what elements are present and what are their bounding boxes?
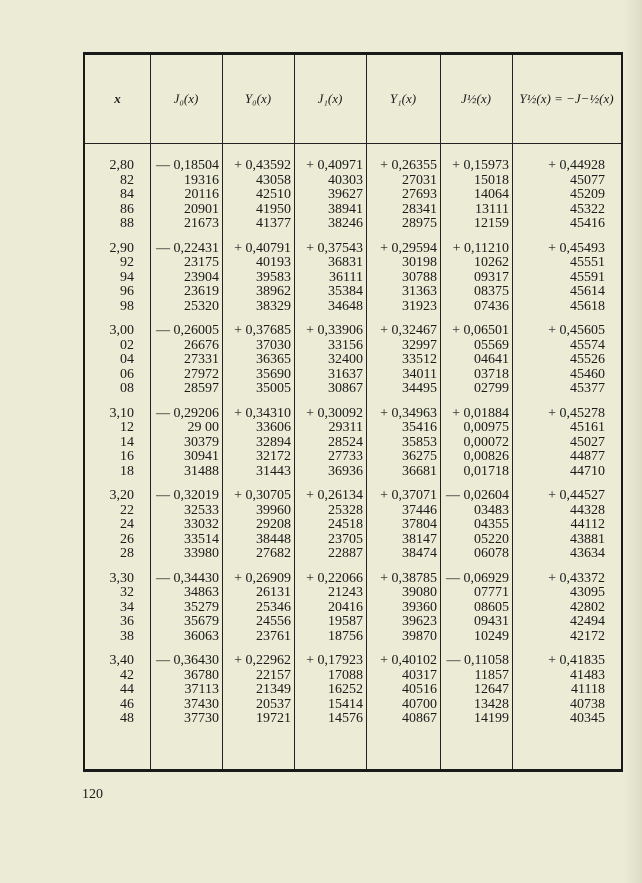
- table-row: [85, 256, 621, 271]
- header-y-half: Y½(x) = −J−½(x): [519, 91, 614, 106]
- cell-j-half: 09431: [474, 614, 509, 630]
- cell-x: 02: [120, 337, 134, 353]
- cell-j-half: 0,01718: [463, 463, 509, 479]
- cell-y-half: + 0,44527: [548, 488, 605, 503]
- cell-j0: 37730: [184, 711, 219, 727]
- header-j-half: J½(x): [461, 91, 491, 106]
- cell-y-half: 45591: [570, 269, 605, 285]
- cell-y1: + 0,38785: [380, 570, 437, 586]
- table-row: [85, 217, 621, 232]
- cell-j1: 38941: [328, 201, 363, 217]
- cell-j1: 21243: [328, 585, 363, 601]
- cell-y1: + 0,34963: [380, 405, 437, 421]
- table-row: [85, 203, 621, 218]
- cell-j-half: 15018: [474, 172, 509, 188]
- cell-x: 46: [120, 696, 134, 712]
- table-row: [85, 324, 621, 339]
- cell-j-half: 08375: [474, 284, 509, 300]
- cell-j-half: 02799: [474, 381, 509, 397]
- cell-j0: 34863: [184, 585, 219, 601]
- cell-x: 08: [120, 381, 134, 397]
- cell-x: 94: [120, 269, 134, 285]
- cell-j-half: — 0,02604: [446, 488, 509, 503]
- cell-y0: + 0,30705: [234, 488, 291, 503]
- cell-j-half: + 0,06501: [452, 323, 509, 338]
- table-row: [85, 654, 621, 669]
- cell-y1: 30788: [402, 269, 437, 285]
- table-row: [85, 159, 621, 174]
- cell-y0: 26131: [256, 585, 291, 601]
- cell-j1: 27733: [328, 449, 363, 465]
- cell-x: 36: [120, 614, 134, 630]
- page-number: 120: [82, 787, 103, 802]
- cell-x: 88: [120, 216, 134, 232]
- cell-y1: + 0,32467: [380, 323, 437, 338]
- cell-j0: 26676: [184, 337, 219, 353]
- table-row: [85, 572, 621, 587]
- cell-j-half: 0,00072: [463, 434, 509, 450]
- cell-y0: 40193: [256, 255, 291, 271]
- cell-j1: 30867: [328, 381, 363, 397]
- cell-j0: 33980: [184, 546, 219, 562]
- cell-y0: 19721: [256, 711, 291, 727]
- cell-j0: 35279: [184, 599, 219, 615]
- cell-y-half: + 0,41835: [548, 653, 605, 668]
- cell-j-half: 0,00826: [463, 449, 509, 465]
- cell-y0: 33606: [256, 420, 291, 436]
- cell-j0: 36780: [184, 667, 219, 683]
- cell-y-half: 45618: [570, 298, 605, 314]
- header-x: x: [114, 91, 121, 106]
- cell-y1: 38474: [402, 546, 437, 562]
- cell-j0: 23904: [184, 269, 219, 285]
- cell-j1: + 0,33906: [306, 323, 363, 338]
- table-row: [85, 601, 621, 616]
- header-separator: [85, 143, 621, 144]
- cell-x: 32: [120, 585, 134, 601]
- cell-j-half: + 0,11210: [452, 240, 509, 256]
- cell-y-half: 45551: [570, 255, 605, 271]
- cell-y-half: 45416: [570, 216, 605, 232]
- cell-j-half: 07436: [474, 298, 509, 314]
- cell-y0: 32172: [256, 449, 291, 465]
- cell-j0: 27972: [184, 366, 219, 382]
- cell-y-half: 44112: [570, 517, 605, 533]
- bessel-function-table: [83, 52, 623, 772]
- cell-y1: 30198: [402, 255, 437, 271]
- cell-j0: 21673: [184, 216, 219, 232]
- cell-y0: 38329: [256, 298, 291, 314]
- cell-y-half: 42494: [570, 614, 605, 630]
- cell-y1: 33512: [402, 352, 437, 368]
- cell-j-half: 07771: [474, 585, 509, 601]
- table-row: [85, 271, 621, 286]
- cell-y1: + 0,26355: [380, 158, 437, 173]
- cell-j1: 20416: [328, 599, 363, 615]
- cell-y1: 37446: [402, 502, 437, 518]
- cell-x: 3,20: [109, 488, 134, 503]
- table-row: [85, 300, 621, 315]
- cell-j0: — 0,32019: [156, 488, 219, 503]
- cell-j-half: + 0,15973: [452, 158, 509, 173]
- cell-y0: + 0,26909: [234, 570, 291, 586]
- table-row: [85, 339, 621, 354]
- cell-j1: 15414: [328, 696, 363, 712]
- cell-j1: 23705: [328, 531, 363, 547]
- cell-j1: 36831: [328, 255, 363, 271]
- cell-j-half: 03483: [474, 502, 509, 518]
- cell-y1: 40317: [402, 667, 437, 683]
- cell-j-half: 05569: [474, 337, 509, 353]
- cell-j0: 32533: [184, 502, 219, 518]
- cell-j0: 33032: [184, 517, 219, 533]
- cell-y0: 27682: [256, 546, 291, 562]
- table-row: [85, 368, 621, 383]
- cell-j-half: — 0,11058: [446, 653, 509, 668]
- cell-j1: 28524: [328, 434, 363, 450]
- cell-y1: 36681: [402, 463, 437, 479]
- cell-y1: + 0,40102: [380, 653, 437, 668]
- cell-j0: — 0,29206: [156, 405, 219, 421]
- cell-y0: 43058: [256, 172, 291, 188]
- table-row: [85, 407, 621, 422]
- cell-y-half: 44710: [570, 463, 605, 479]
- cell-y1: 38147: [402, 531, 437, 547]
- cell-y-half: + 0,45605: [548, 323, 605, 338]
- cell-j1: + 0,40971: [306, 158, 363, 173]
- cell-x: 04: [120, 352, 134, 368]
- cell-j1: 14576: [328, 711, 363, 727]
- cell-j0: 35679: [184, 614, 219, 630]
- cell-j1: 32400: [328, 352, 363, 368]
- cell-y-half: 40345: [570, 711, 605, 727]
- table-row: [85, 630, 621, 645]
- cell-x: 28: [120, 546, 134, 562]
- cell-j-half: 12159: [474, 216, 509, 232]
- cell-y0: 39960: [256, 502, 291, 518]
- table-row: [85, 615, 621, 630]
- cell-y-half: 43634: [570, 546, 605, 562]
- cell-x: 24: [120, 517, 134, 533]
- cell-y0: + 0,43592: [234, 158, 291, 173]
- cell-x: 44: [120, 682, 134, 698]
- cell-y-half: 45161: [570, 420, 605, 436]
- cell-j1: 36111: [329, 269, 363, 285]
- cell-y0: 25346: [256, 599, 291, 615]
- cell-x: 98: [120, 298, 134, 314]
- cell-y0: + 0,37685: [234, 323, 291, 338]
- cell-j-half: 09317: [474, 269, 509, 285]
- cell-j-half: 13111: [475, 201, 509, 217]
- cell-y1: 40700: [402, 696, 437, 712]
- cell-x: 16: [120, 449, 134, 465]
- cell-j0: 23619: [184, 284, 219, 300]
- cell-y-half: 44328: [570, 502, 605, 518]
- table-row: [85, 518, 621, 533]
- table-row: [85, 188, 621, 203]
- cell-j1: 31637: [328, 366, 363, 382]
- cell-y-half: 45027: [570, 434, 605, 450]
- table-row: [85, 242, 621, 257]
- cell-y-half: 40738: [570, 696, 605, 712]
- cell-y0: 24556: [256, 614, 291, 630]
- cell-j-half: — 0,06929: [446, 570, 509, 586]
- cell-x: 2,80: [109, 158, 134, 173]
- cell-x: 14: [120, 434, 134, 450]
- cell-j1: 18756: [328, 628, 363, 644]
- cell-j-half: 13428: [474, 696, 509, 712]
- cell-j0: 31488: [184, 463, 219, 479]
- cell-j1: 39627: [328, 187, 363, 203]
- cell-y-half: 41483: [570, 667, 605, 683]
- cell-j0: — 0,22431: [156, 240, 219, 256]
- table-row: [85, 450, 621, 465]
- cell-y0: + 0,34310: [234, 405, 291, 421]
- cell-y1: + 0,29594: [380, 240, 437, 256]
- cell-y1: 27693: [402, 187, 437, 203]
- cell-j1: 16252: [328, 682, 363, 698]
- cell-j1: 40303: [328, 172, 363, 188]
- cell-j1: + 0,30092: [306, 405, 363, 421]
- cell-y1: 39623: [402, 614, 437, 630]
- cell-y0: 20537: [256, 696, 291, 712]
- cell-y-half: 42802: [570, 599, 605, 615]
- cell-j-half: 06078: [474, 546, 509, 562]
- cell-j-half: 11857: [474, 667, 509, 683]
- table-row: [85, 712, 621, 727]
- table-row: [85, 465, 621, 480]
- cell-j-half: 10249: [474, 628, 509, 644]
- cell-j0: 20901: [184, 201, 219, 217]
- cell-y-half: 45460: [570, 366, 605, 382]
- cell-j1: 24518: [328, 517, 363, 533]
- cell-x: 34: [120, 599, 134, 615]
- cell-y1: 28975: [402, 216, 437, 232]
- cell-y0: 35005: [256, 381, 291, 397]
- cell-y-half: + 0,44928: [548, 158, 605, 173]
- cell-x: 3,30: [109, 570, 134, 586]
- cell-y1: 34495: [402, 381, 437, 397]
- cell-x: 22: [120, 502, 134, 518]
- header-y1: Y₁(x): [389, 91, 417, 106]
- cell-y0: 21349: [256, 682, 291, 698]
- cell-j0: — 0,36430: [156, 653, 219, 668]
- cell-x: 26: [120, 531, 134, 547]
- cell-y1: 35853: [402, 434, 437, 450]
- cell-y0: 36365: [256, 352, 291, 368]
- cell-y1: 27031: [402, 172, 437, 188]
- cell-y-half: 45377: [570, 381, 605, 397]
- cell-j0: 30379: [184, 434, 219, 450]
- cell-j-half: 0,00975: [463, 420, 509, 436]
- cell-j0: 33514: [184, 531, 219, 547]
- cell-j0: 30941: [184, 449, 219, 465]
- cell-j-half: 14199: [474, 711, 509, 727]
- cell-j0: — 0,18504: [156, 158, 219, 173]
- cell-y-half: 45322: [570, 201, 605, 217]
- cell-j0: — 0,34430: [156, 570, 219, 586]
- cell-y1: 37804: [402, 517, 437, 533]
- cell-j-half: 12647: [474, 682, 509, 698]
- cell-j1: 33156: [328, 337, 363, 353]
- cell-x: 18: [120, 463, 134, 479]
- cell-x: 12: [120, 420, 134, 436]
- cell-j0: 19316: [184, 172, 219, 188]
- cell-y-half: 45614: [570, 284, 605, 300]
- table-row: [85, 436, 621, 451]
- cell-y0: 38448: [256, 531, 291, 547]
- cell-j-half: 04641: [474, 352, 509, 368]
- cell-j0: 25320: [184, 298, 219, 314]
- cell-x: 96: [120, 284, 134, 300]
- cell-j1: 38246: [328, 216, 363, 232]
- cell-y-half: 45077: [570, 172, 605, 188]
- cell-y1: 36275: [402, 449, 437, 465]
- table-row: [85, 504, 621, 519]
- cell-y-half: 41118: [571, 682, 605, 698]
- cell-x: 48: [120, 711, 134, 727]
- cell-y0: 35690: [256, 366, 291, 382]
- cell-y1: 40867: [402, 711, 437, 727]
- cell-y1: 28341: [402, 201, 437, 217]
- table-row: [85, 174, 621, 189]
- cell-y-half: + 0,45278: [548, 405, 605, 421]
- cell-x: 3,10: [109, 405, 134, 421]
- cell-y-half: 43095: [570, 585, 605, 601]
- cell-y0: 39583: [256, 269, 291, 285]
- cell-y0: 23761: [256, 628, 291, 644]
- cell-j-half: + 0,01884: [452, 405, 509, 421]
- cell-j1: 34648: [328, 298, 363, 314]
- cell-j1: 25328: [328, 502, 363, 518]
- cell-y1: 31363: [402, 284, 437, 300]
- cell-j0: 28597: [184, 381, 219, 397]
- cell-y0: + 0,40791: [234, 240, 291, 256]
- cell-j1: 29311: [328, 420, 363, 436]
- cell-y1: 39080: [402, 585, 437, 601]
- cell-y1: 31923: [402, 298, 437, 314]
- cell-y-half: 45209: [570, 187, 605, 203]
- cell-j0: 37113: [184, 682, 219, 698]
- table-row: [85, 683, 621, 698]
- cell-j1: 35384: [328, 284, 363, 300]
- cell-y1: 32997: [402, 337, 437, 353]
- cell-j1: + 0,26134: [306, 488, 363, 503]
- table-row: [85, 698, 621, 713]
- cell-j-half: 14064: [474, 187, 509, 203]
- table-row: [85, 533, 621, 548]
- cell-y1: 34011: [402, 366, 437, 382]
- cell-y1: 40516: [402, 682, 437, 698]
- header-y0: Y₀(x): [244, 91, 272, 106]
- cell-y-half: 44877: [570, 449, 605, 465]
- cell-j1: 22887: [328, 546, 363, 562]
- cell-y-half: 45574: [570, 337, 605, 353]
- cell-j-half: 10262: [474, 255, 509, 271]
- cell-y1: 39360: [402, 599, 437, 615]
- cell-y1: + 0,37071: [380, 488, 437, 503]
- cell-x: 84: [120, 187, 134, 203]
- cell-y0: 22157: [256, 667, 291, 683]
- cell-y1: 39870: [402, 628, 437, 644]
- table-row: [85, 547, 621, 562]
- cell-j1: 17088: [328, 667, 363, 683]
- cell-x: 3,40: [109, 653, 134, 668]
- header-j1: J₁(x): [317, 91, 343, 106]
- cell-x: 2,90: [109, 240, 134, 256]
- cell-y0: 41950: [256, 201, 291, 217]
- cell-y-half: 43881: [570, 531, 605, 547]
- cell-x: 92: [120, 255, 134, 271]
- table-row: [85, 421, 621, 436]
- table-row: [85, 586, 621, 601]
- cell-j1: + 0,22066: [306, 570, 363, 586]
- cell-j-half: 03718: [474, 366, 509, 382]
- cell-j1: 36936: [328, 463, 363, 479]
- cell-x: 3,00: [109, 323, 134, 338]
- cell-y0: 29208: [256, 517, 291, 533]
- cell-y-half: + 0,45493: [548, 240, 605, 256]
- cell-j0: 23175: [184, 255, 219, 271]
- cell-j-half: 04355: [474, 517, 509, 533]
- table-row: [85, 489, 621, 504]
- cell-y0: 42510: [256, 187, 291, 203]
- cell-y-half: + 0,43372: [548, 570, 605, 586]
- cell-j0: 20116: [184, 187, 219, 203]
- cell-j1: + 0,17923: [306, 653, 363, 668]
- cell-y0: + 0,22962: [234, 653, 291, 668]
- cell-j-half: 08605: [474, 599, 509, 615]
- table-row: [85, 669, 621, 684]
- cell-y0: 31443: [256, 463, 291, 479]
- cell-y1: 35416: [402, 420, 437, 436]
- cell-j1: + 0,37543: [306, 240, 363, 256]
- cell-y0: 41377: [256, 216, 291, 232]
- cell-x: 06: [120, 366, 134, 382]
- cell-j0: 37430: [184, 696, 219, 712]
- cell-y-half: 45526: [570, 352, 605, 368]
- table-row: [85, 382, 621, 397]
- cell-j0: 27331: [184, 352, 219, 368]
- cell-x: 86: [120, 201, 134, 217]
- cell-x: 42: [120, 667, 134, 683]
- table-row: [85, 353, 621, 368]
- cell-y0: 37030: [256, 337, 291, 353]
- cell-j0: 29 00: [187, 420, 219, 436]
- cell-j0: 36063: [184, 628, 219, 644]
- cell-j1: 19587: [328, 614, 363, 630]
- header-j0: J₀(x): [173, 91, 199, 106]
- cell-j0: — 0,26005: [156, 323, 219, 338]
- table-row: [85, 285, 621, 300]
- page-edge-shadow: [624, 0, 642, 883]
- cell-x: 38: [120, 628, 134, 644]
- cell-x: 82: [120, 172, 134, 188]
- cell-j-half: 05220: [474, 531, 509, 547]
- cell-y0: 38962: [256, 284, 291, 300]
- cell-y-half: 42172: [570, 628, 605, 644]
- cell-y0: 32894: [256, 434, 291, 450]
